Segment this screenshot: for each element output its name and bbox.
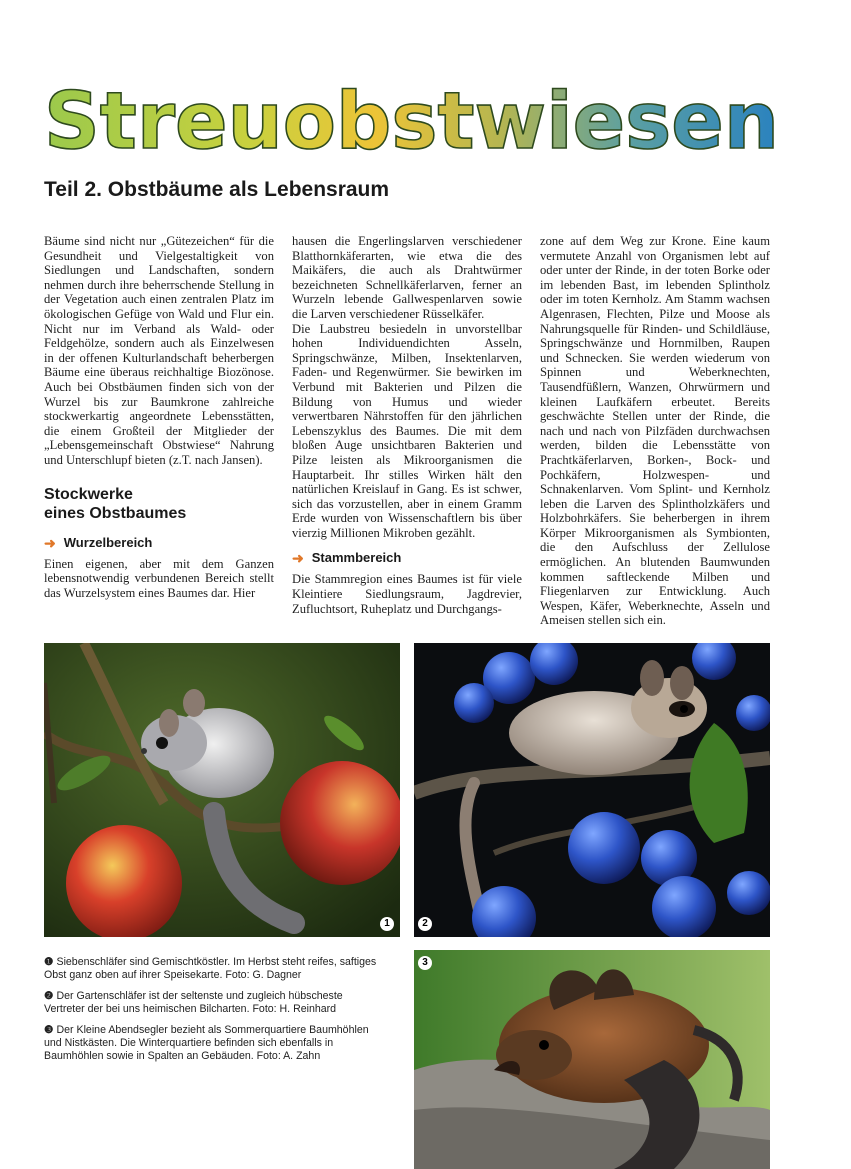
siebenschlaefer-image [44,643,400,937]
section-heading [44,485,274,523]
subheading-label: Stammbereich [311,550,402,566]
caption-number: ❷ [44,990,54,1002]
photo-siebenschlaefer [44,643,400,937]
photo-captions [44,956,384,1071]
laubstreu-paragraph: Die Laubstreu besiedeln in unvorstellbar hohen Individuendichten Asseln, Springschwänze, Milben, Insektenlarven, Faden- und Regenwürmer. Sie bewirken im Verbund mit Bakterien und Pilzen die Bildung von Humus und wieder verwertbaren Nährstoffen für den jährlichen Lebenszyklus des Baumes. Die mit dem bloßen Auge unsichtbaren Bakterien und Pilze leisten als Mikroorganismen die Hauptarbeit. Ihr stilles Wirken hält den natürlichen Kreislauf in Gang. Es ist schwer, sich das vorzustellen, aber in einem Gramm Erde wurden von Wissenschaftlern bis über vierzig Millionen Mikroben gezählt. [292,321,522,540]
photo-gartenschlaefer [414,643,770,937]
arrow-right-icon: ➜ [44,534,56,551]
caption-text: Der Kleine Abendsegler bezieht als Sommerquartiere Baumhöhlen und Nistkästen. Die Winterquartiere befinden sich ebenfalls in Baumhöhlen sowie in Spalten an Gebäuden. Foto: A. Zahn [44,1024,369,1062]
larvae-paragraph: hausen die Engerlingslarven verschiedener Blatthornkäferarten, wie etwa die des Maikäfers, die auch als Drahtwürmer bezeichneten Schnellkäferlarven, ferner an Wurzeln lebende Gallwespenlarven sowie die Larven verschiedener Rüsselkäfer. [292,234,522,321]
text-column-1 [44,234,274,600]
text-column-2 [292,234,522,616]
caption-1 [44,956,384,982]
photo-abendsegler [414,950,770,1169]
subheading-wurzelbereich [44,535,274,551]
caption-text: Siebenschläfer sind Gemischtköstler. Im Herbst steht reifes, saftiges Obst ganz oben auf ihrer Speisekarte. Foto: G. Dagner [44,956,377,981]
subheading-stammbereich [292,550,522,566]
caption-number: ❸ [44,1024,54,1036]
photo-number-badge: 2 [418,917,432,931]
caption-number: ❶ [44,956,54,968]
masthead-text: Streuobstwiesen [44,78,779,162]
section-heading-line-1: Stockwerke [44,485,133,503]
arrow-right-icon: ➜ [292,550,304,567]
abendsegler-image [414,950,770,1169]
caption-2 [44,990,384,1016]
gartenschlaefer-image [414,643,770,937]
masthead-title [44,78,784,162]
intro-paragraph: Bäume sind nicht nur „Gütezeichen“ für die Gesundheit und Vielgestaltigkeit von Siedlungen und Landschaften, sondern nehmen durch ihre beherrschende Stellung in der Vegetation auch einen zentralen Platz im ökologischen Gefüge von Wald und Flur ein. Nicht nur im Verband als Wald- oder Feldgehölze, sondern auch als Einzelwesen in der offenen Kulturlandschaft beherbergen Bäume eine überaus reichhaltige Biozönose. Auch bei Obstbäumen finden sich von der Wurzel bis zur Baumkrone zahlreiche stockwerkartig angeordnete Lebensstätten, die einem Großteil der Mitglieder der „Lebensgemeinschaft Obstwiese“ Nahrung und Unterschlupf bieten (z.T. nach Jansen). [44,234,274,467]
page-subtitle: Teil 2. Obstbäume als Lebensraum [44,178,390,201]
stammbereich-paragraph: Die Stammregion eines Baumes ist für viele Kleintiere Siedlungsraum, Jagdrevier, Zufluchtsort, Ruheplatz und Durchgangs- [292,572,522,616]
subheading-label: Wurzelbereich [63,534,153,550]
stamm-continued-paragraph: zone auf dem Weg zur Krone. Eine kaum vermutete Anzahl von Organismen lebt auf oder unter der Rinde, in der toten Borke oder im lebenden Bast, im lebenden Splintholz oder im toten Kernholz. Am Stamm wachsen Algenrasen, Flechten, Pilze und Moose als Nahrungsquelle für Rinden- und Schildläuse, Springschwänze und Hornmilben, Raupen und Schnecken. Sie werden wiederum von Spinnen und Weberknechten, Tausendfüßlern, Wanzen, Ohrwürmern und kleinen Laufkäfern erbeutet. Bereits geschwächte Stellen unter der Rinde, die nach und nach von Pilzfäden durchwachsen werden, bilden die Lebensstätte von Prachtkäferlarven, Borken-, Bock- und Pochkäfern, Holzwespen- und Schnakenlarven. Vom Splint- und Kernholz leben die Larven des Splintholzkäfers und Holzbohrkäfers. Sie beherbergen in ihrem Körper Mikroorganismen als Symbionten, die den Aufschluss der Zellulose ermöglichen. An blutenden Baumwunden kommen saftleckende Milben und Fliegenlarven zur Entwicklung. Auch Wespen, Käfer, Weberknechte, Asseln und Ameisen stellen sich ein. [540,234,770,628]
section-heading-line-2: eines Obstbaumes [44,504,187,522]
photo-number-badge: 3 [418,956,432,970]
masthead-graphic [44,78,784,162]
wurzelbereich-paragraph: Einen eigenen, aber mit dem Ganzen lebensnotwendig verbundenen Bereich stellt das Wurzelsystem eines Baumes dar. Hier [44,556,274,600]
caption-text: Der Gartenschläfer ist der seltenste und zugleich hübscheste Vertreter der bei uns heimischen Bilcharten. Foto: H. Reinhard [44,990,343,1015]
photo-number-badge: 1 [380,917,394,931]
text-column-3 [540,234,770,628]
caption-3 [44,1024,384,1063]
